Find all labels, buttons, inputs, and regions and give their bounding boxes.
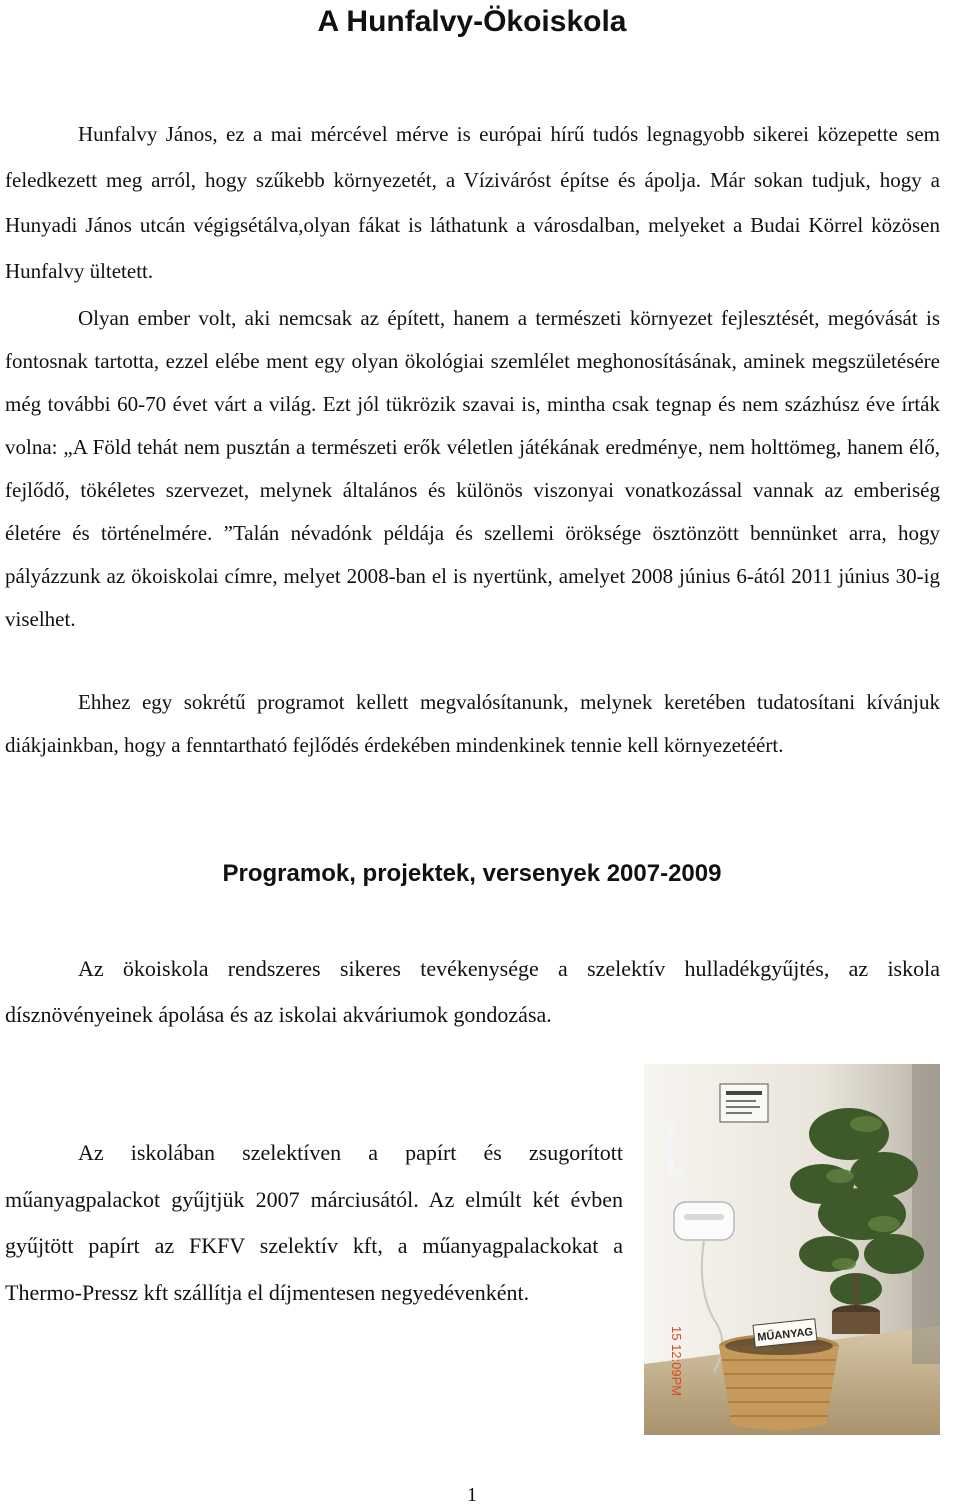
recycling-photo xyxy=(644,1064,940,1435)
document-title: A Hunfalvy-Ökoiskola xyxy=(317,5,627,38)
paragraph-activities: Az ökoiskola rendszeres sikeres tevékenysége a szelektív hulladékgyűjtés, az iskola dísznövényeinek ápolása és az iskolai akváriumok gondozása. xyxy=(5,956,940,1027)
basket-sign-label: MŰANYAG xyxy=(756,1326,814,1344)
paragraph-program: Ehhez egy sokrétű programot kellett megvalósítanunk, melynek keretében tudatosítani kívánjuk diákjainkban, hogy a fenntartható fejlődés érdekében mindenkinek tennie kell környezetéért. xyxy=(5,690,940,757)
recycling-photo-image xyxy=(644,1064,940,1435)
paragraph-recycling: Az iskolában szelektíven a papírt és zsugorított műanyagpalackot gyűjtjük 2007 márciusától. Az elmúlt két évben gyűjtött papírt az FKFV szelektív kft, a műanyagpalackokat a Thermo-Pressz kft szállítja el díjmentesen negyedévenként. xyxy=(5,1140,623,1305)
page-number: 1 xyxy=(467,1484,477,1506)
photo-timestamp: 15 12:09PM xyxy=(669,1326,684,1397)
paragraph-history: Olyan ember volt, aki nemcsak az épített, hanem a természeti környezet fejlesztését, megóvását is fontosnak tartotta, ezzel elébe ment egy olyan ökológiai szemlélet meghonosításának, aminek megszületésére még további 60-70 évet várt a világ. Ezt jól tükrözik szavai is, mintha csak tegnap és nem százhúsz éve írták volna: „A Föld tehát nem pusztán a természeti erők véletlen játékának eredménye, nem holttömeg, hanem élő, fejlődő, tökéletes szervezet, melynek általános és különös viszonyai vonatkozással vannak az emberiség életére és történelmére. ”Talán névadónk példája és szellemi öröksége ösztönzött bennünket arra, hogy pályázzunk az ökoiskolai címre, melyet 2008-ban el is nyertünk, amelyet 2008 június 6-ától 2011 június 30-ig viselhet. xyxy=(5,306,940,631)
paragraph-intro: Hunfalvy János, ez a mai mércével mérve is európai hírű tudós legnagyobb sikerei közepette sem feledkezett meg arról, hogy szűkebb környezetét, a Víziváróst építse és ápolja. Már sokan tudjuk, hogy a Hunyadi János utcán végigsétálva,olyan fákat is láthatunk a városdalban, melyeket a Budai Körrel közösen Hunfalvy ültetett. xyxy=(5,122,940,283)
section-heading: Programok, projektek, versenyek 2007-2009 xyxy=(222,860,722,887)
